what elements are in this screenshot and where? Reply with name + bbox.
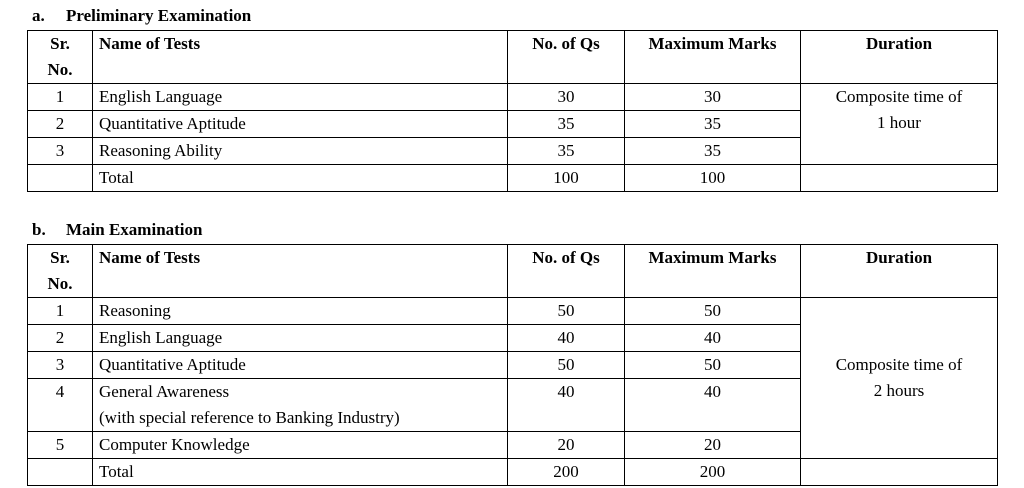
prelim-total-duration — [801, 165, 998, 192]
prelim-row1-name: English Language — [93, 84, 508, 111]
main-row5-sr: 5 — [28, 432, 93, 459]
prelim-row3-sr: 3 — [28, 138, 93, 165]
table-row — [28, 84, 998, 111]
main-heading-title: Main Examination — [66, 220, 203, 239]
main-duration-line1: Composite time of — [835, 355, 963, 374]
prelim-row1-qs: 30 — [508, 84, 625, 111]
prelim-row3-marks: 35 — [625, 138, 801, 165]
table-row — [28, 298, 998, 325]
main-heading-letter: b. — [32, 220, 46, 239]
main-row4-name-line1: General Awareness — [99, 382, 230, 401]
prelim-header-sr-line1: Sr. — [50, 34, 70, 53]
prelim-row2-marks: 35 — [625, 111, 801, 138]
main-header-row — [28, 245, 998, 298]
prelim-duration-line1: Composite time of — [835, 87, 963, 106]
main-header-qs: No. of Qs — [508, 245, 625, 298]
prelim-total-marks: 100 — [625, 165, 801, 192]
prelim-header-qs: No. of Qs — [508, 31, 625, 84]
main-header-name: Name of Tests — [93, 245, 508, 298]
prelim-total-row — [28, 165, 998, 192]
main-duration-line2: 2 hours — [873, 381, 925, 400]
prelim-total-qs: 100 — [508, 165, 625, 192]
main-row4-name-line2: (with special reference to Banking Industry) — [99, 408, 400, 427]
prelim-row3-name: Reasoning Ability — [93, 138, 508, 165]
main-row3-marks: 50 — [625, 352, 801, 379]
main-row1-name: Reasoning — [93, 298, 508, 325]
prelim-table — [27, 30, 998, 192]
main-row2-name: English Language — [93, 325, 508, 352]
main-row4-sr: 4 — [28, 379, 93, 432]
main-row1-sr: 1 — [28, 298, 93, 325]
prelim-total-sr — [28, 165, 93, 192]
main-row2-qs: 40 — [508, 325, 625, 352]
main-total-row — [28, 459, 998, 486]
prelim-heading — [32, 6, 251, 26]
prelim-header-sr — [28, 31, 93, 84]
main-duration-cell — [801, 298, 998, 459]
prelim-row1-marks: 30 — [625, 84, 801, 111]
prelim-header-name: Name of Tests — [93, 31, 508, 84]
prelim-heading-title: Preliminary Examination — [66, 6, 252, 25]
main-row2-marks: 40 — [625, 325, 801, 352]
main-row4-qs: 40 — [508, 379, 625, 432]
prelim-total-label: Total — [93, 165, 508, 192]
prelim-duration-cell — [801, 84, 998, 165]
prelim-header-sr-line2: No. — [47, 60, 73, 79]
main-header-duration: Duration — [801, 245, 998, 298]
main-total-duration — [801, 459, 998, 486]
main-total-label: Total — [93, 459, 508, 486]
main-row2-sr: 2 — [28, 325, 93, 352]
main-row5-qs: 20 — [508, 432, 625, 459]
main-total-marks: 200 — [625, 459, 801, 486]
prelim-header-marks: Maximum Marks — [625, 31, 801, 84]
main-row1-qs: 50 — [508, 298, 625, 325]
main-header-marks: Maximum Marks — [625, 245, 801, 298]
prelim-row3-qs: 35 — [508, 138, 625, 165]
main-row1-marks: 50 — [625, 298, 801, 325]
main-row3-qs: 50 — [508, 352, 625, 379]
prelim-header-duration: Duration — [801, 31, 998, 84]
main-total-sr — [28, 459, 93, 486]
main-row3-sr: 3 — [28, 352, 93, 379]
main-heading — [32, 220, 203, 240]
main-row4-name — [93, 379, 508, 432]
main-row3-name: Quantitative Aptitude — [93, 352, 508, 379]
prelim-row2-sr: 2 — [28, 111, 93, 138]
prelim-heading-letter: a. — [32, 6, 45, 25]
main-header-sr-line1: Sr. — [50, 248, 70, 267]
main-header-sr-line2: No. — [47, 274, 73, 293]
main-row5-name: Computer Knowledge — [93, 432, 508, 459]
main-header-sr — [28, 245, 93, 298]
prelim-row1-sr: 1 — [28, 84, 93, 111]
main-table — [27, 244, 998, 486]
prelim-row2-qs: 35 — [508, 111, 625, 138]
main-total-qs: 200 — [508, 459, 625, 486]
prelim-duration-line2: 1 hour — [877, 113, 921, 132]
prelim-row2-name: Quantitative Aptitude — [93, 111, 508, 138]
prelim-header-row — [28, 31, 998, 84]
main-row4-marks: 40 — [625, 379, 801, 432]
main-row5-marks: 20 — [625, 432, 801, 459]
